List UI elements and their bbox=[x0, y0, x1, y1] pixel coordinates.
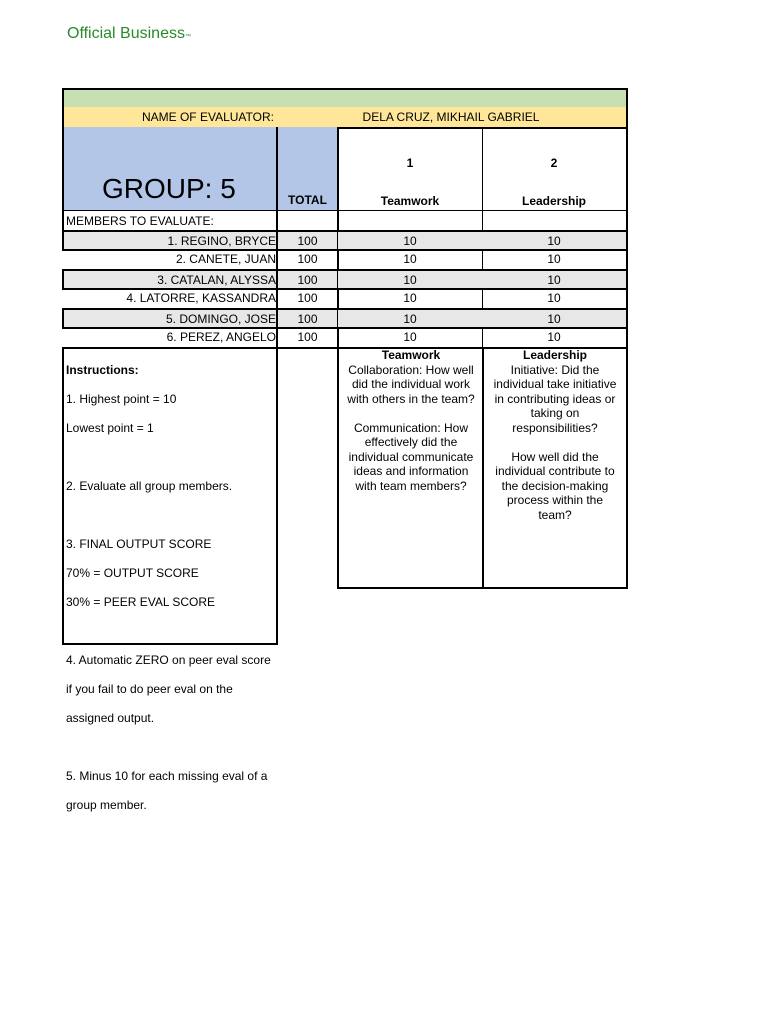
criterion-desc-line: individual communicate bbox=[348, 449, 474, 464]
instruction-line: if you fail to do peer eval on the bbox=[66, 681, 233, 696]
criterion-desc-line: in contributing ideas or bbox=[494, 391, 616, 406]
members-label-total-blank bbox=[276, 211, 339, 231]
member-name: 3. CATALAN, ALYSSA bbox=[62, 269, 278, 290]
member-score-c1: 10 bbox=[338, 308, 483, 329]
member-total: 100 bbox=[276, 251, 339, 270]
member-name: 2. CANETE, JUAN bbox=[175, 252, 276, 266]
criterion-2-header bbox=[482, 127, 628, 211]
members-label-c1-blank bbox=[338, 211, 483, 231]
criterion-desc-line: ideas and information bbox=[353, 464, 469, 478]
criterion-desc-line: with team members? bbox=[355, 478, 467, 493]
member-score-c2: 10 bbox=[482, 290, 628, 309]
member-score-c2: 10 bbox=[482, 308, 628, 329]
group-cell bbox=[62, 127, 278, 211]
instruction-line: 70% = OUTPUT SCORE bbox=[66, 565, 199, 580]
total-header: TOTAL bbox=[276, 127, 339, 211]
member-total: 100 bbox=[276, 269, 339, 290]
member-score-c2: 10 bbox=[482, 251, 628, 270]
criterion-desc-line: process within the bbox=[506, 493, 604, 507]
members-label-c2-blank bbox=[482, 211, 628, 231]
member-total: 100 bbox=[276, 290, 339, 309]
member-name: 6. PEREZ, ANGELO bbox=[62, 329, 278, 349]
instruction-spacer bbox=[66, 450, 276, 465]
brand-name: Official Business bbox=[67, 25, 185, 42]
member-name: 4. LATORRE, KASSANDRA bbox=[126, 291, 276, 305]
instruction-line: 4. Automatic ZERO on peer eval score bbox=[66, 652, 271, 667]
criterion-desc-line: How well did the bbox=[511, 449, 599, 464]
instruction-line: Lowest point = 1 bbox=[66, 420, 154, 435]
member-name: 5. DOMINGO, JOSE bbox=[62, 308, 278, 329]
member-score-c1: 10 bbox=[338, 290, 483, 309]
instruction-line: 2. Evaluate all group members. bbox=[66, 478, 233, 493]
criterion-2-name: Leadership bbox=[521, 194, 587, 208]
member-score-c2: 10 bbox=[482, 329, 628, 349]
instruction-line: 3. FINAL OUTPUT SCORE bbox=[66, 536, 212, 551]
instruction-line: 1. Highest point = 10 bbox=[66, 391, 177, 406]
instruction-line: group member. bbox=[66, 797, 147, 812]
member-total: 100 bbox=[276, 329, 339, 349]
brand-trademark: ™ bbox=[184, 34, 191, 40]
evaluator-label: NAME OF EVALUATOR: bbox=[62, 107, 278, 129]
instructions-title: Instructions: bbox=[66, 362, 139, 377]
criterion-1-description bbox=[337, 347, 483, 589]
criterion-desc-line: taking on bbox=[530, 406, 580, 420]
member-total: 100 bbox=[276, 230, 339, 251]
criterion-desc-line: did the individual work bbox=[351, 377, 471, 391]
instruction-spacer bbox=[66, 508, 276, 523]
criterion-2-number: 2 bbox=[550, 156, 558, 170]
member-score-c2: 10 bbox=[482, 269, 628, 290]
criterion-desc-line: Collaboration: How well bbox=[348, 362, 474, 377]
member-name: 1. REGINO, BRYCE bbox=[62, 230, 278, 251]
group-title: GROUP: 5 bbox=[102, 173, 236, 204]
criterion-desc-line: effectively did the bbox=[364, 435, 458, 449]
brand-logo bbox=[67, 25, 191, 43]
criterion-desc-spacer bbox=[339, 406, 483, 421]
member-total: 100 bbox=[276, 308, 339, 329]
criterion-1-name: Teamwork bbox=[380, 194, 440, 208]
criterion-desc-line: Communication: How bbox=[353, 420, 469, 435]
criterion-desc-line: individual contribute to bbox=[495, 464, 615, 478]
evaluator-name: DELA CRUZ, MIKHAIL GABRIEL bbox=[276, 107, 628, 129]
member-score-c2: 10 bbox=[482, 230, 628, 251]
members-label: MEMBERS TO EVALUATE: bbox=[62, 211, 278, 231]
criterion-2-desc-title: Leadership bbox=[522, 348, 588, 362]
criterion-desc-line: team? bbox=[538, 507, 572, 522]
criterion-2-description bbox=[482, 347, 628, 589]
member-score-c1: 10 bbox=[338, 230, 483, 251]
criterion-desc-line: responsibilities? bbox=[512, 420, 598, 435]
instruction-spacer bbox=[66, 740, 276, 755]
criterion-desc-spacer bbox=[484, 435, 626, 450]
header-green-cell-right bbox=[276, 88, 628, 109]
criterion-1-desc-title: Teamwork bbox=[381, 348, 441, 362]
criterion-1-number: 1 bbox=[406, 156, 414, 170]
instructions-box bbox=[62, 347, 278, 812]
criterion-desc-line: the decision-making bbox=[501, 478, 609, 493]
evaluation-sheet bbox=[62, 88, 628, 812]
criterion-1-header bbox=[338, 127, 483, 211]
member-score-c1: 10 bbox=[338, 329, 483, 349]
instruction-spacer bbox=[66, 624, 276, 639]
criterion-desc-line: with others in the team? bbox=[347, 391, 475, 406]
criterion-desc-line: Initiative: Did the bbox=[510, 362, 600, 377]
instruction-line: 30% = PEER EVAL SCORE bbox=[66, 594, 216, 609]
member-score-c1: 10 bbox=[338, 269, 483, 290]
header-green-cell-left bbox=[62, 88, 278, 109]
instruction-line: assigned output. bbox=[66, 710, 155, 725]
criterion-desc-line: individual take initiative bbox=[493, 377, 617, 391]
member-score-c1: 10 bbox=[338, 251, 483, 270]
instruction-line: 5. Minus 10 for each missing eval of a bbox=[66, 768, 268, 783]
